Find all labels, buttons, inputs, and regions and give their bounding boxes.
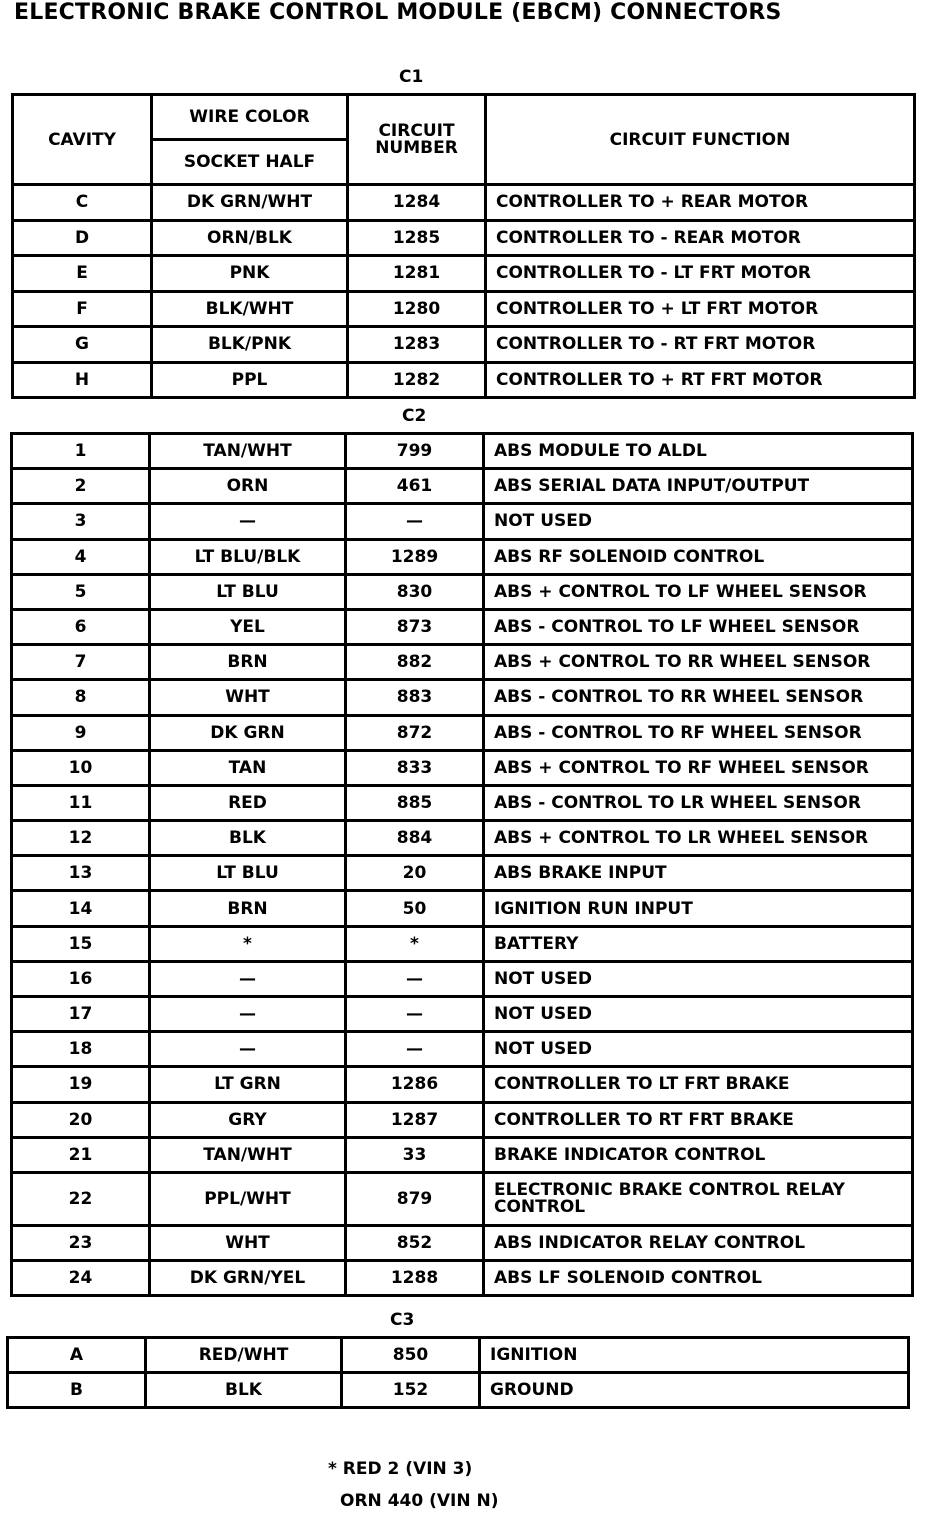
circuit-number-cell: 882 [346, 645, 484, 680]
wire-color-cell: ORN [150, 469, 346, 504]
circuit-function-cell: ABS + CONTROL TO RR WHEEL SENSOR [484, 645, 913, 680]
circuit-function-cell: NOT USED [484, 961, 913, 996]
footnote-line-2: ORN 440 (VIN N) [340, 1491, 499, 1511]
wire-color-cell: RED [150, 785, 346, 820]
wire-color-cell: BLK/WHT [152, 291, 348, 327]
circuit-number-cell: 833 [346, 750, 484, 785]
circuit-number-cell: 1289 [346, 539, 484, 574]
wire-color-cell: PNK [152, 256, 348, 292]
circuit-function-cell: CONTROLLER TO LT FRT BRAKE [484, 1067, 913, 1102]
cavity-cell: G [13, 327, 152, 363]
cavity-cell: 24 [12, 1261, 150, 1296]
circuit-function-header: CIRCUIT FUNCTION [486, 95, 915, 185]
circuit-function-cell: NOT USED [484, 1032, 913, 1067]
cavity-cell: 19 [12, 1067, 150, 1102]
circuit-number-cell: 883 [346, 680, 484, 715]
cavity-cell: 8 [12, 680, 150, 715]
c2-body [12, 434, 913, 1296]
circuit-number-cell: 33 [346, 1137, 484, 1172]
circuit-function-cell: ABS - CONTROL TO LF WHEEL SENSOR [484, 609, 913, 644]
wire-color-cell: PPL [152, 362, 348, 398]
circuit-function-cell: CONTROLLER TO - LT FRT MOTOR [486, 256, 915, 292]
circuit-function-cell: ABS LF SOLENOID CONTROL [484, 1261, 913, 1296]
table-row [12, 856, 913, 891]
footnote-line-1: * RED 2 (VIN 3) [328, 1459, 473, 1479]
circuit-number-cell: 872 [346, 715, 484, 750]
circuit-number-cell: 799 [346, 434, 484, 469]
table-row [12, 434, 913, 469]
cavity-cell: B [8, 1373, 146, 1408]
cavity-cell: E [13, 256, 152, 292]
cavity-cell: 10 [12, 750, 150, 785]
c1-body [13, 185, 915, 398]
circuit-function-cell: ABS INDICATOR RELAY CONTROL [484, 1225, 913, 1260]
cavity-cell: 20 [12, 1102, 150, 1137]
wire-color-cell: DK GRN [150, 715, 346, 750]
wire-color-cell: PPL/WHT [150, 1172, 346, 1225]
table-row [12, 504, 913, 539]
circuit-function-cell: ABS RF SOLENOID CONTROL [484, 539, 913, 574]
circuit-number-cell: 885 [346, 785, 484, 820]
wire-color-cell: TAN/WHT [150, 434, 346, 469]
circuit-number-cell: 1285 [348, 220, 486, 256]
cavity-cell: 7 [12, 645, 150, 680]
circuit-function-cell: CONTROLLER TO RT FRT BRAKE [484, 1102, 913, 1137]
cavity-cell: 5 [12, 574, 150, 609]
wire-color-cell: GRY [150, 1102, 346, 1137]
wire-color-cell: TAN [150, 750, 346, 785]
table-row [8, 1338, 909, 1373]
table-row [12, 539, 913, 574]
wire-color-cell: BLK [150, 821, 346, 856]
wire-color-cell: ORN/BLK [152, 220, 348, 256]
circuit-number-cell: 830 [346, 574, 484, 609]
circuit-number-cell: — [346, 1032, 484, 1067]
table-row [12, 891, 913, 926]
wire-color-cell: BRN [150, 645, 346, 680]
wire-color-cell: RED/WHT [146, 1338, 342, 1373]
c2-label: C2 [402, 406, 427, 426]
cavity-cell: 3 [12, 504, 150, 539]
header-row [13, 95, 915, 140]
table-row [12, 997, 913, 1032]
cavity-header: CAVITY [13, 95, 152, 185]
table-row [12, 469, 913, 504]
c2-table [10, 432, 914, 1297]
circuit-number-cell: — [346, 997, 484, 1032]
cavity-cell: 23 [12, 1225, 150, 1260]
circuit-number-cell: — [346, 961, 484, 996]
circuit-number-cell: 873 [346, 609, 484, 644]
circuit-function-cell: ELECTRONIC BRAKE CONTROL RELAY CONTROL [484, 1172, 913, 1225]
wire-color-cell: DK GRN/WHT [152, 185, 348, 221]
circuit-number-cell: 1281 [348, 256, 486, 292]
circuit-function-cell: ABS BRAKE INPUT [484, 856, 913, 891]
wire-color-cell: — [150, 1032, 346, 1067]
wire-color-cell: WHT [150, 680, 346, 715]
cavity-cell: A [8, 1338, 146, 1373]
circuit-function-cell: NOT USED [484, 997, 913, 1032]
circuit-number-cell: * [346, 926, 484, 961]
circuit-function-cell: CONTROLLER TO + REAR MOTOR [486, 185, 915, 221]
wire-color-cell: — [150, 504, 346, 539]
cavity-cell: 6 [12, 609, 150, 644]
table-row [12, 715, 913, 750]
table-row [13, 327, 915, 363]
circuit-function-cell: CONTROLLER TO - RT FRT MOTOR [486, 327, 915, 363]
cavity-cell: D [13, 220, 152, 256]
cavity-cell: C [13, 185, 152, 221]
table-row [13, 220, 915, 256]
circuit-function-cell: GROUND [480, 1373, 909, 1408]
cavity-cell: 9 [12, 715, 150, 750]
c3-table [6, 1336, 910, 1409]
circuit-function-cell: ABS SERIAL DATA INPUT/OUTPUT [484, 469, 913, 504]
circuit-number-cell: 1287 [346, 1102, 484, 1137]
wire-color-cell: LT BLU [150, 856, 346, 891]
circuit-function-cell: IGNITION [480, 1338, 909, 1373]
circuit-function-cell: NOT USED [484, 504, 913, 539]
table-row [12, 961, 913, 996]
table-row [12, 680, 913, 715]
circuit-function-cell: BRAKE INDICATOR CONTROL [484, 1137, 913, 1172]
circuit-number-cell: 152 [342, 1373, 480, 1408]
circuit-function-cell: CONTROLLER TO + LT FRT MOTOR [486, 291, 915, 327]
cavity-cell: 15 [12, 926, 150, 961]
table-row [12, 785, 913, 820]
cavity-cell: 22 [12, 1172, 150, 1225]
table-row [13, 256, 915, 292]
circuit-function-cell: CONTROLLER TO + RT FRT MOTOR [486, 362, 915, 398]
circuit-number-cell: 852 [346, 1225, 484, 1260]
table-row [13, 291, 915, 327]
wire-color-cell: BLK [146, 1373, 342, 1408]
cavity-cell: 12 [12, 821, 150, 856]
circuit-number-cell: 879 [346, 1172, 484, 1225]
circuit-number-header: CIRCUIT NUMBER [348, 95, 486, 185]
wire-color-cell: * [150, 926, 346, 961]
circuit-function-cell: CONTROLLER TO - REAR MOTOR [486, 220, 915, 256]
circuit-number-cell: 1288 [346, 1261, 484, 1296]
circuit-number-cell: 20 [346, 856, 484, 891]
circuit-number-cell: 884 [346, 821, 484, 856]
table-row [12, 609, 913, 644]
table-row [12, 821, 913, 856]
wire-color-cell: LT GRN [150, 1067, 346, 1102]
table-row [12, 1067, 913, 1102]
circuit-function-cell: ABS + CONTROL TO RF WHEEL SENSOR [484, 750, 913, 785]
table-row [12, 1261, 913, 1296]
cavity-cell: 18 [12, 1032, 150, 1067]
wire-color-cell: TAN/WHT [150, 1137, 346, 1172]
c1-table [11, 93, 916, 399]
wire-color-cell: BRN [150, 891, 346, 926]
table-row [12, 1137, 913, 1172]
circuit-number-cell: 1286 [346, 1067, 484, 1102]
cavity-cell: 14 [12, 891, 150, 926]
circuit-number-cell: 1280 [348, 291, 486, 327]
c1-label: C1 [399, 67, 424, 87]
wire-color-header: WIRE COLOR [152, 95, 348, 140]
cavity-cell: 21 [12, 1137, 150, 1172]
circuit-function-cell: ABS + CONTROL TO LR WHEEL SENSOR [484, 821, 913, 856]
table-row [12, 1172, 913, 1225]
table-row [12, 1032, 913, 1067]
wire-color-cell: LT BLU [150, 574, 346, 609]
circuit-function-cell: BATTERY [484, 926, 913, 961]
wire-color-cell: — [150, 997, 346, 1032]
wire-color-cell: — [150, 961, 346, 996]
circuit-function-cell: IGNITION RUN INPUT [484, 891, 913, 926]
cavity-cell: 13 [12, 856, 150, 891]
circuit-function-cell: ABS MODULE TO ALDL [484, 434, 913, 469]
cavity-cell: 11 [12, 785, 150, 820]
circuit-number-cell: 1282 [348, 362, 486, 398]
circuit-function-cell: ABS + CONTROL TO LF WHEEL SENSOR [484, 574, 913, 609]
page-title: ELECTRONIC BRAKE CONTROL MODULE (EBCM) CONNECTORS [14, 0, 782, 25]
socket-half-header: SOCKET HALF [152, 140, 348, 185]
cavity-cell: 16 [12, 961, 150, 996]
circuit-function-cell: ABS - CONTROL TO RR WHEEL SENSOR [484, 680, 913, 715]
circuit-function-cell: ABS - CONTROL TO LR WHEEL SENSOR [484, 785, 913, 820]
cavity-cell: 2 [12, 469, 150, 504]
c3-body [8, 1338, 909, 1408]
cavity-cell: F [13, 291, 152, 327]
table-row [12, 750, 913, 785]
wire-color-cell: LT BLU/BLK [150, 539, 346, 574]
circuit-number-cell: — [346, 504, 484, 539]
circuit-function-cell: ABS - CONTROL TO RF WHEEL SENSOR [484, 715, 913, 750]
circuit-number-cell: 850 [342, 1338, 480, 1373]
wire-color-cell: YEL [150, 609, 346, 644]
cavity-cell: 4 [12, 539, 150, 574]
table-row [13, 185, 915, 221]
wire-color-cell: WHT [150, 1225, 346, 1260]
table-row [12, 645, 913, 680]
wire-color-cell: BLK/PNK [152, 327, 348, 363]
circuit-number-cell: 1283 [348, 327, 486, 363]
table-row [12, 574, 913, 609]
circuit-number-cell: 1284 [348, 185, 486, 221]
cavity-cell: 1 [12, 434, 150, 469]
table-row [12, 926, 913, 961]
cavity-cell: 17 [12, 997, 150, 1032]
table-row [12, 1102, 913, 1137]
c3-label: C3 [390, 1310, 415, 1330]
table-row [13, 362, 915, 398]
table-row [8, 1373, 909, 1408]
circuit-number-cell: 50 [346, 891, 484, 926]
wire-color-cell: DK GRN/YEL [150, 1261, 346, 1296]
circuit-number-cell: 461 [346, 469, 484, 504]
table-row [12, 1225, 913, 1260]
cavity-cell: H [13, 362, 152, 398]
